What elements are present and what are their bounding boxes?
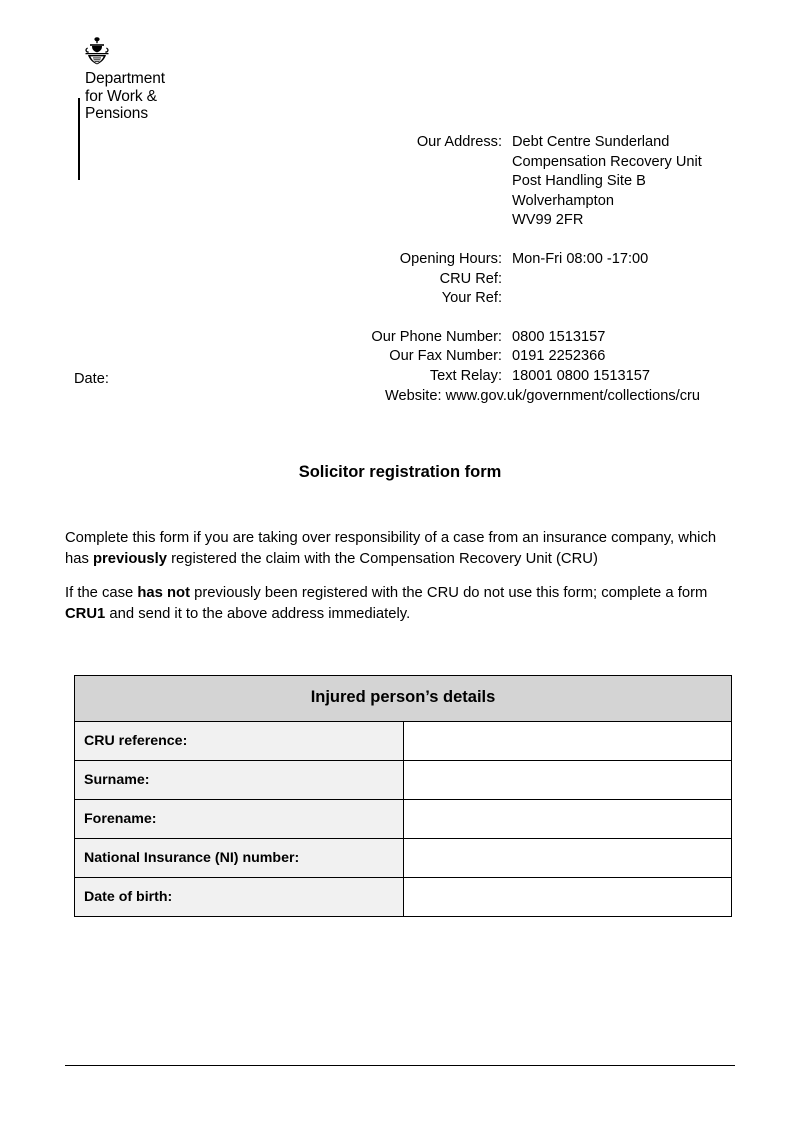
address-line-2: Compensation Recovery Unit [512, 153, 702, 170]
fax-label: Our Fax Number: [389, 348, 502, 365]
logo-divider [78, 98, 80, 180]
table-row [75, 800, 732, 839]
fax-row [300, 347, 760, 367]
text-relay-label: Text Relay: [429, 367, 502, 384]
address-line-5: WV99 2FR [512, 212, 584, 229]
table-row [75, 761, 732, 800]
label-ni-number: National Insurance (NI) number: [75, 839, 404, 878]
p2-part-c: previously been registered with the CRU do not use this form; complete a form [190, 585, 708, 601]
address-line-4: Wolverhampton [512, 192, 614, 209]
dwp-logo [78, 36, 258, 123]
p2-emphasis-cru1: CRU1 [65, 605, 106, 622]
fax-value: 0191 2252366 [512, 348, 606, 365]
logo-line-1: Department [85, 70, 165, 87]
spacer-1 [300, 231, 760, 250]
logo-line-3: Pensions [85, 105, 148, 122]
text-relay-row [300, 367, 760, 387]
field-surname[interactable] [403, 761, 732, 800]
field-date-of-birth[interactable] [403, 878, 732, 917]
royal-crest-icon [80, 36, 114, 66]
date-label: Date: [74, 371, 109, 387]
your-ref-label: Your Ref: [441, 290, 502, 307]
field-cru-reference[interactable] [403, 722, 732, 761]
field-forename[interactable] [403, 800, 732, 839]
opening-hours-label: Opening Hours: [399, 250, 502, 267]
phone-value: 0800 1513157 [512, 328, 606, 345]
your-ref-row [300, 289, 760, 309]
contact-block [300, 133, 760, 406]
cru-ref-row [300, 270, 760, 290]
address-label: Our Address: [416, 134, 502, 150]
p1-part-c: registered the claim with the Compensation Recovery Unit (CRU) [166, 550, 598, 567]
opening-hours-row [300, 250, 760, 270]
text-relay-value: 18001 0800 1513157 [512, 367, 650, 384]
footer-divider [65, 1065, 735, 1066]
label-forename: Forename: [75, 800, 404, 839]
logo-line-2: for Work & [85, 87, 157, 105]
p2-part-a: If the case [65, 585, 138, 601]
label-date-of-birth: Date of birth: [75, 878, 404, 917]
opening-hours-value: Mon-Fri 08:00 -17:00 [512, 250, 649, 267]
table-header-row [75, 676, 732, 722]
intro-paragraph-2 [65, 583, 737, 624]
phone-row [300, 328, 760, 348]
phone-label: Our Phone Number: [371, 328, 502, 345]
p1-emphasis-previously: previously [92, 550, 167, 567]
spacer-2 [300, 309, 760, 328]
field-ni-number[interactable] [403, 839, 732, 878]
injured-person-details-table [74, 675, 732, 917]
address-row [300, 133, 760, 231]
address-line-3: Post Handling Site B [512, 173, 646, 190]
table-header-title: Injured person’s details [75, 676, 732, 722]
table-row [75, 722, 732, 761]
address-value [512, 133, 702, 231]
p2-emphasis-has-not: has not [137, 585, 191, 601]
page-title: Solicitor registration form [298, 463, 502, 481]
label-surname: Surname: [75, 761, 404, 800]
cru-ref-label: CRU Ref: [439, 270, 502, 287]
website-line[interactable]: Website: www.gov.uk/government/collections/cru [385, 387, 700, 404]
p2-part-e: and send it to the above address immediately. [105, 605, 411, 622]
address-line-1: Debt Centre Sunderland [512, 134, 670, 150]
intro-paragraph-1 [65, 528, 737, 569]
p1-part-a: Complete this form if you are taking over responsibility of a case from an insurance company, which has [65, 530, 717, 567]
label-cru-reference: CRU reference: [75, 722, 404, 761]
logo-text [85, 66, 258, 123]
table-row [75, 878, 732, 917]
table-row [75, 839, 732, 878]
